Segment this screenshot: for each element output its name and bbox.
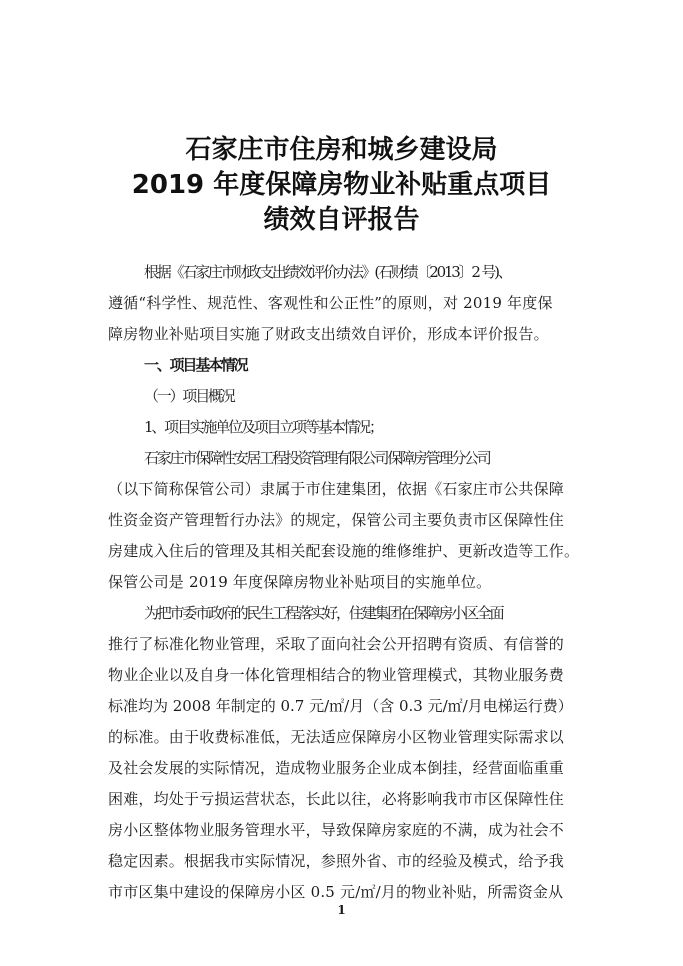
title-line-3: 绩效自评报告 [263, 205, 420, 235]
paragraph-line: （以下简称保管公司）隶属于市住建集团，依据《石家庄市公共保障 [108, 480, 565, 498]
paragraph-line: 物业企业以及自身一体化管理相结合的物业管理模式，其物业服务费 [108, 666, 565, 684]
paragraph-line: 为把市委市政府的民生工程落实好，住建集团在保障房小区全面 [144, 604, 503, 622]
paragraph-line: 及社会发展的实际情况，造成物业服务企业成本倒挂，经营面临重重 [108, 759, 565, 777]
paragraph-line: 市市区集中建设的保障房小区 0.5 元/㎡/月的物业补贴，所需资金从 [108, 883, 564, 901]
page-number: 1 [337, 903, 346, 917]
paragraph-line: 障房物业补贴项目实施了财政支出绩效自评价，形成本评价报告。 [108, 325, 549, 343]
paragraph-line: 稳定因素。根据我市实际情况，参照外省、市的经验及模式，给予我 [108, 852, 565, 870]
paragraph-line: 保管公司是 2019 年度保障房物业补贴项目的实施单位。 [108, 573, 492, 591]
title-line-1: 石家庄市住房和城乡建设局 [185, 135, 498, 165]
paragraph-line: 推行了标准化物业管理，采取了面向社会公开招聘有资质、有信誉的 [108, 635, 565, 653]
paragraph-line: 困难，均处于亏损运营状态，长此以往，必将影响我市市区保障性住 [108, 790, 565, 808]
paragraph-line: 标准均为 2008 年制定的 0.7 元/㎡/月（含 0.3 元/㎡/月电梯运行费） [108, 697, 573, 715]
paragraph-line: 房建成入住后的管理及其相关配套设施的维修维护、更新改造等工作。 [108, 542, 580, 560]
paragraph-line: 石家庄市保障性安居工程投资管理有限公司保障房管理分公司 [144, 449, 490, 467]
title-line-2: 2019 年度保障房物业补贴重点项目 [131, 170, 552, 200]
paragraph-line: 根据《石家庄市财政支出绩效评价办法》(石财绩〔2013〕2 号)、 [144, 263, 511, 281]
paragraph-line: 遵循“科学性、规范性、客观性和公正性”的原则，对 2019 年度保 [108, 294, 553, 312]
section-heading: 一、项目基本情况 [144, 356, 247, 374]
item-heading: 1、项目实施单位及项目立项等基本情况； [144, 418, 382, 436]
subsection-heading: （一）项目概况 [144, 387, 234, 405]
paragraph-line: 房小区整体物业服务管理水平，导致保障房家庭的不满，成为社会不 [108, 821, 565, 839]
paragraph-line: 的标准。由于收费标准低，无法适应保障房小区物业管理实际需求以 [108, 728, 565, 746]
paragraph-line: 性资金资产管理暂行办法》的规定，保管公司主要负责市区保障性住 [108, 511, 565, 529]
